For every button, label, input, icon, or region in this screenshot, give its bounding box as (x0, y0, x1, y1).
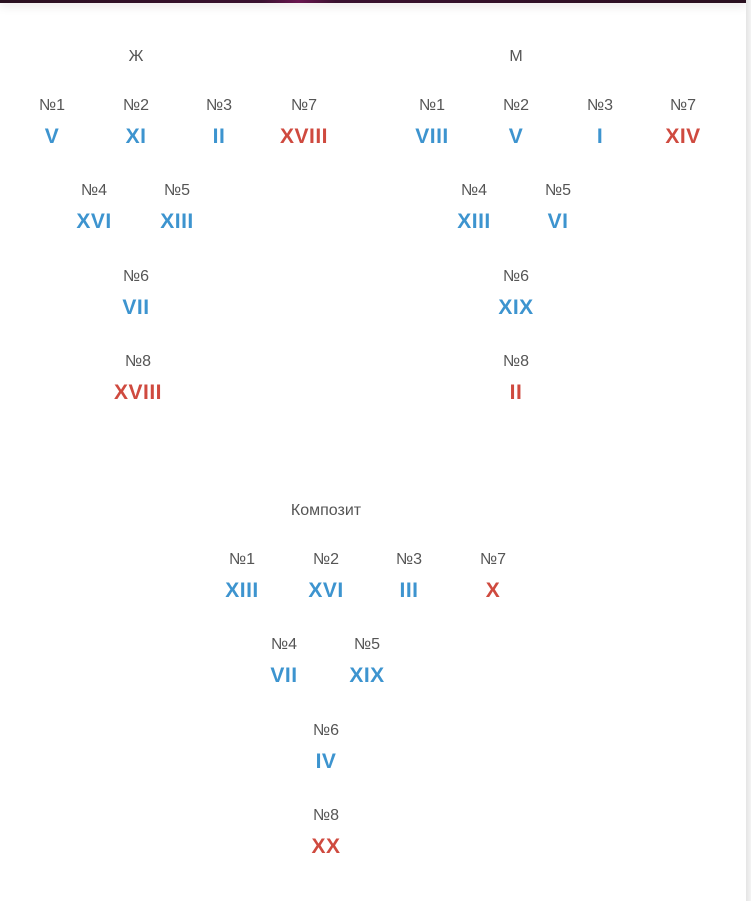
score-value: XIV (665, 125, 701, 148)
score-cell-3 (179, 96, 259, 150)
score-number: №2 (502, 97, 530, 114)
score-value: III (399, 579, 419, 602)
score-number: №4 (80, 182, 108, 199)
score-value: XIII (160, 210, 194, 233)
score-cell-4 (244, 635, 324, 689)
score-value: XIX (349, 664, 385, 687)
score-cell-5 (518, 181, 598, 235)
score-cell-6 (476, 267, 556, 321)
score-number: №2 (312, 551, 340, 568)
score-value: XI (125, 125, 147, 148)
score-value: XVI (76, 210, 112, 233)
score-value: I (596, 125, 604, 148)
score-number: №3 (586, 97, 614, 114)
score-value: VI (547, 210, 569, 233)
score-value: XVI (308, 579, 344, 602)
score-value: V (44, 125, 60, 148)
score-cell-4 (434, 181, 514, 235)
score-number: №7 (290, 97, 318, 114)
score-cell-1 (12, 96, 92, 150)
score-number: №3 (205, 97, 233, 114)
score-cell-2 (286, 550, 366, 604)
score-number: №3 (395, 551, 423, 568)
score-value: XVIII (279, 125, 329, 148)
score-number: №7 (479, 551, 507, 568)
score-number: №1 (38, 97, 66, 114)
score-number: №7 (669, 97, 697, 114)
score-number: №5 (353, 636, 381, 653)
score-number: №6 (502, 268, 530, 285)
top-header-bar (0, 0, 746, 3)
score-number: №6 (122, 268, 150, 285)
score-number: №1 (228, 551, 256, 568)
score-cell-3 (560, 96, 640, 150)
score-number: №8 (312, 807, 340, 824)
score-cell-5 (327, 635, 407, 689)
score-cell-8 (98, 352, 178, 406)
score-cell-8 (476, 352, 556, 406)
score-number: №5 (544, 182, 572, 199)
score-value: VIII (415, 125, 449, 148)
score-number: №8 (502, 353, 530, 370)
score-cell-2 (96, 96, 176, 150)
score-value: XVIII (113, 381, 163, 404)
score-cell-7 (453, 550, 533, 604)
score-cell-1 (392, 96, 472, 150)
score-value: XIII (225, 579, 259, 602)
page-right-edge (746, 0, 751, 901)
score-cell-8 (286, 806, 366, 860)
score-value: XX (311, 835, 341, 858)
score-number: №8 (124, 353, 152, 370)
score-cell-3 (369, 550, 449, 604)
score-value: XIX (498, 296, 534, 319)
score-number: №4 (270, 636, 298, 653)
panel-title: Ж (128, 48, 144, 65)
score-value: VII (270, 664, 298, 687)
score-cell-2 (476, 96, 556, 150)
score-value: IV (315, 750, 337, 773)
score-value: VII (122, 296, 150, 319)
panel-title: М (509, 48, 523, 65)
score-cell-7 (643, 96, 723, 150)
panel-title: Композит (290, 502, 362, 519)
score-cell-7 (264, 96, 344, 150)
score-value: X (485, 579, 501, 602)
score-number: №5 (163, 182, 191, 199)
score-value: II (212, 125, 226, 148)
score-value: II (509, 381, 523, 404)
score-cell-4 (54, 181, 134, 235)
score-number: №4 (460, 182, 488, 199)
score-number: №1 (418, 97, 446, 114)
score-cell-5 (137, 181, 217, 235)
score-cell-1 (202, 550, 282, 604)
score-cell-6 (286, 721, 366, 775)
score-number: №6 (312, 722, 340, 739)
score-value: XIII (457, 210, 491, 233)
score-number: №2 (122, 97, 150, 114)
score-cell-6 (96, 267, 176, 321)
score-value: V (508, 125, 524, 148)
